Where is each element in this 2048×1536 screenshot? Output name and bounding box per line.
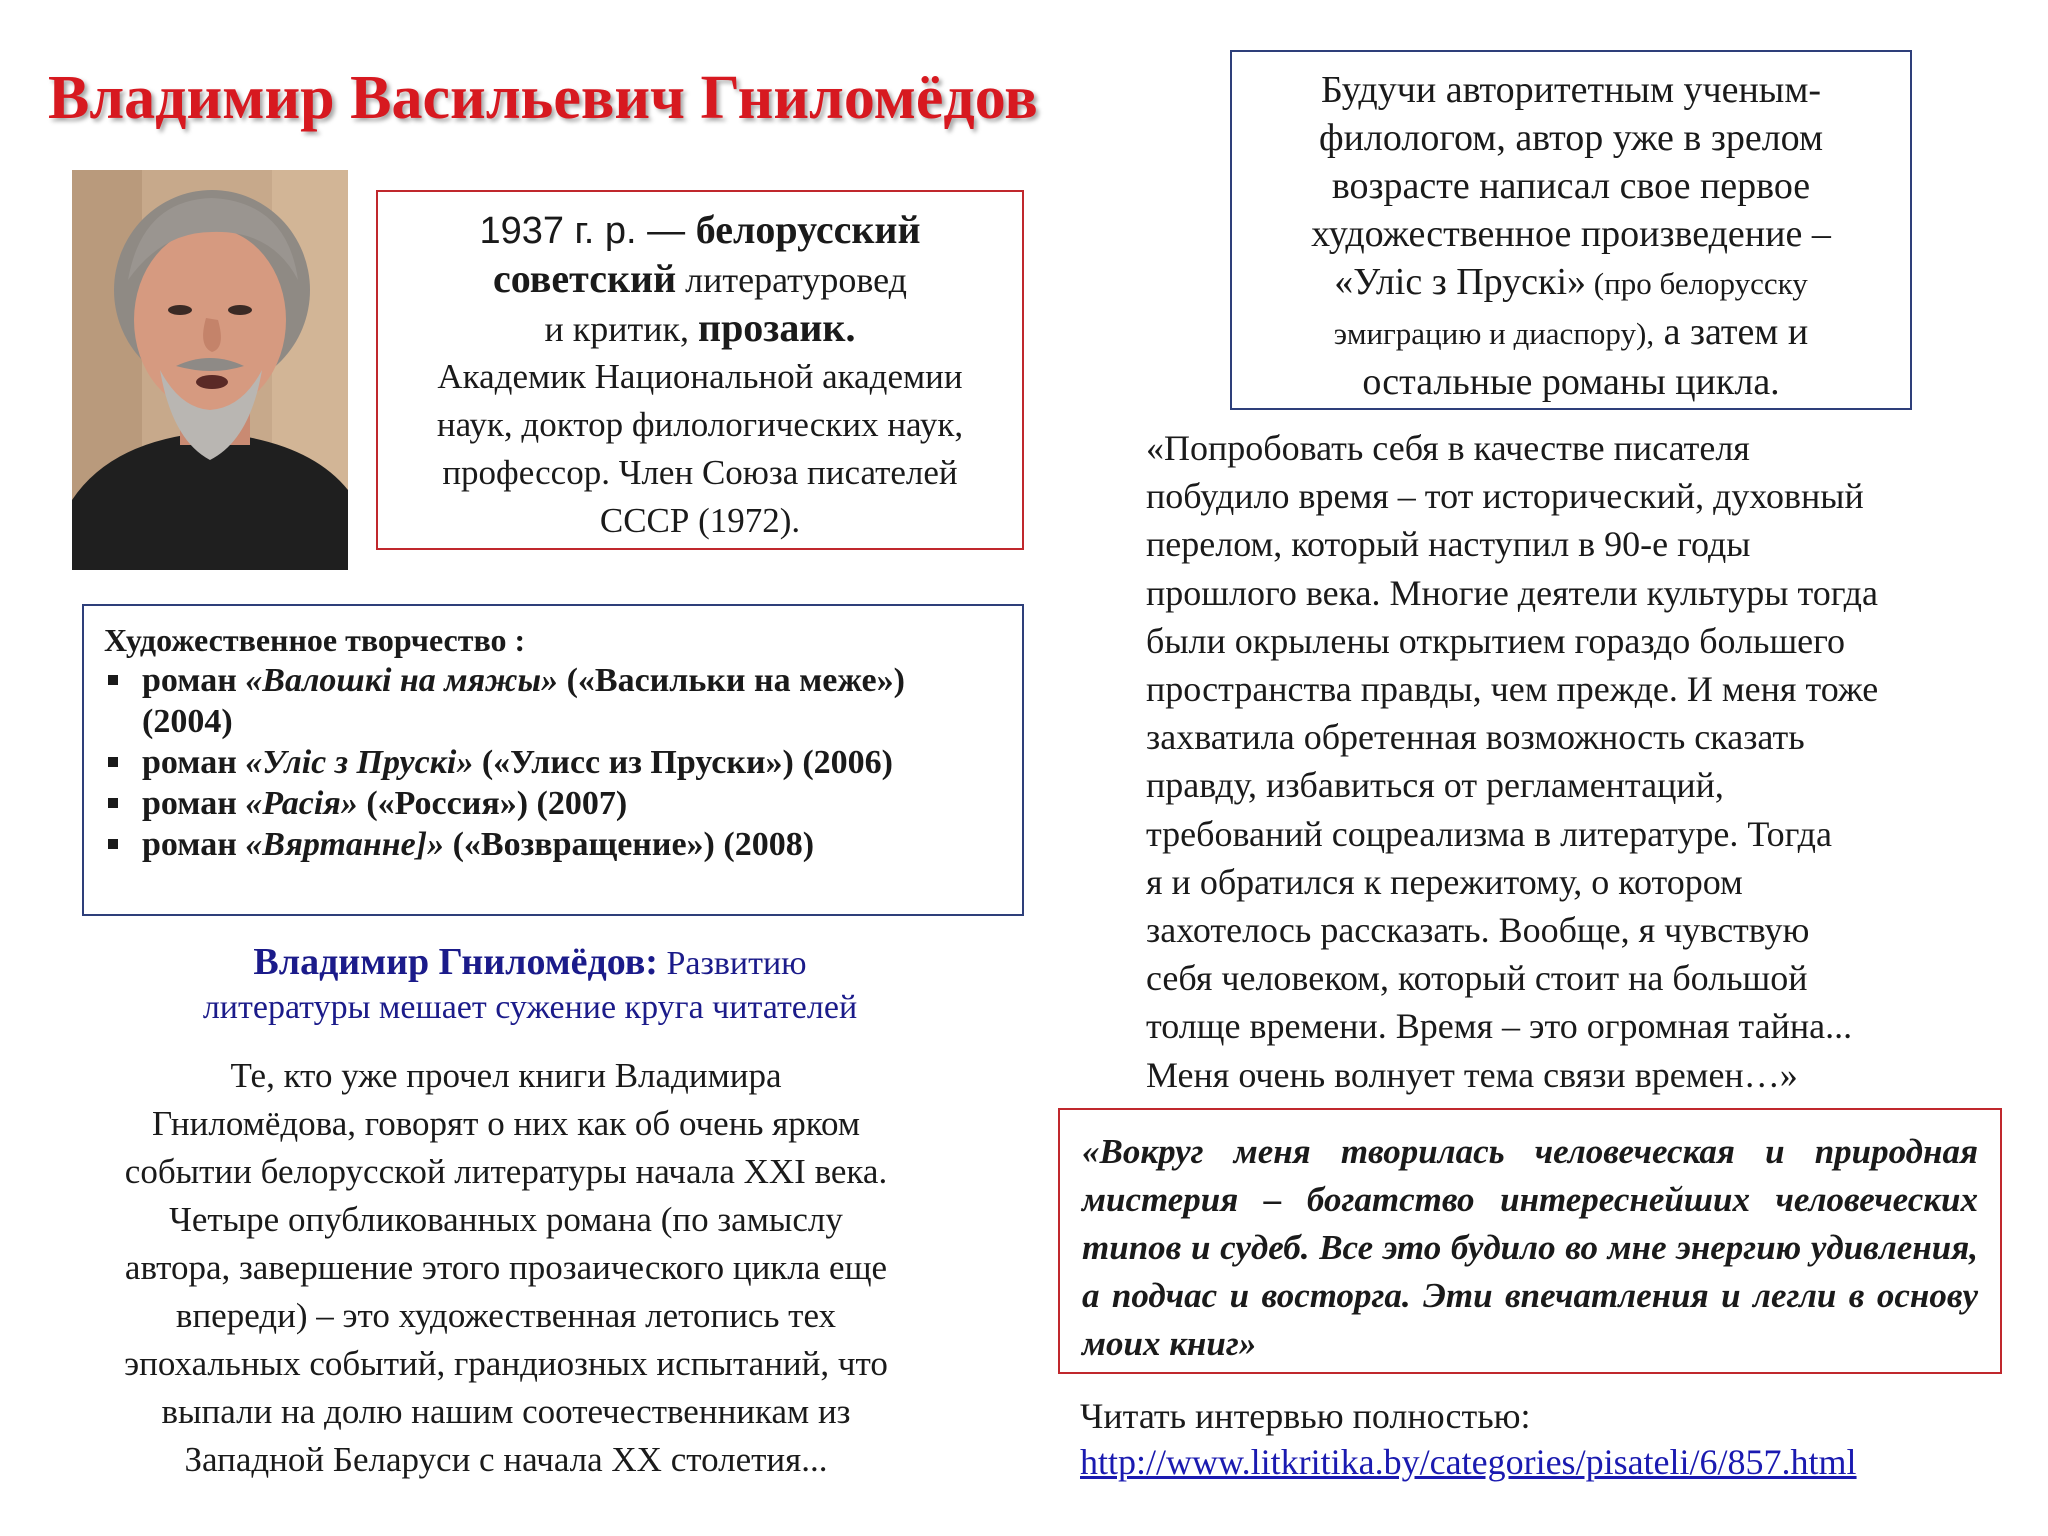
works-item: роман «Уліс з Прускі» («Улисс из Пруски») (2006) bbox=[104, 742, 1002, 783]
quote-line: побудило время – тот исторический, духовный bbox=[1146, 476, 1864, 517]
author-portrait bbox=[72, 170, 348, 570]
quote-line: правду, избавиться от регламентаций, bbox=[1146, 765, 1724, 806]
highlight-quote-box: «Вокруг меня творилась человеческая и природная мистерия – богатство интереснейших человеческих типов и судеб. Все это будило во мне энергию удивления, а подчас и восторга. Эти впечатления и легли в основу моих книг» bbox=[1058, 1108, 2002, 1374]
quote-line: требований соцреализма в литературе. Тогда bbox=[1146, 813, 1832, 854]
interview-subtitle-1: Развитию bbox=[657, 945, 807, 982]
quote-line: себя человеком, который стоит на большой bbox=[1146, 958, 1808, 999]
interview-name: Владимир Гниломёдов: bbox=[253, 941, 658, 983]
summary-line: филологом, автор уже в зрелом bbox=[1318, 117, 1824, 159]
bio-line-3: и критик, прозаик. bbox=[544, 305, 856, 350]
bullet-icon bbox=[108, 798, 118, 808]
description-line: Западной Беларуси с начала XX столетия... bbox=[184, 1440, 828, 1479]
description-line: впереди) – это художественная летопись тех bbox=[175, 1296, 837, 1335]
summary-line: остальные романы цикла. bbox=[1362, 361, 1780, 403]
quote-line: толще времени. Время – это огромная тайна... bbox=[1146, 1006, 1853, 1047]
description-line: автора, завершение этого прозаического цикла еще bbox=[124, 1248, 888, 1287]
quote-line: захватила обретенная возможность сказать bbox=[1146, 717, 1805, 758]
works-item: роман «Валошкі на мяжы» («Васильки на меже») (2004) bbox=[104, 660, 1002, 742]
interview-title bbox=[100, 940, 960, 1030]
summary-line: возрасте написал свое первое bbox=[1331, 165, 1811, 207]
interview-link[interactable]: http://www.litkritika.by/categories/pisateli/6/857.html bbox=[1080, 1442, 1857, 1482]
quote-line: прошлого века. Многие деятели культуры тогда bbox=[1146, 572, 1878, 613]
description-line: Те, кто уже прочел книги Владимира bbox=[230, 1056, 782, 1095]
description-line: выпали на долю нашим соотечественникам из bbox=[161, 1392, 851, 1431]
description-line: событии белорусской литературы начала XXI века. bbox=[124, 1152, 888, 1191]
summary-box bbox=[1230, 50, 1912, 410]
summary-line: художественное произведение – bbox=[1311, 213, 1831, 255]
description-line: Гниломёдова, говорят о них как об очень ярком bbox=[152, 1104, 860, 1143]
bio-line-5: наук, доктор филологических наук, bbox=[436, 405, 964, 444]
quote-line: пространства правды, чем прежде. И меня тоже bbox=[1146, 669, 1879, 710]
description-line: Четыре опубликованных романа (по замыслу bbox=[169, 1200, 843, 1239]
bio-box bbox=[376, 190, 1024, 550]
summary-line: эмиграцию и диаспору), а затем и bbox=[1333, 311, 1809, 353]
works-heading: Художественное творчество : bbox=[104, 622, 526, 658]
interview-subtitle-2: литературы мешает сужение круга читателей bbox=[202, 989, 858, 1026]
bio-line-1: 1937 г. р. — белорусский bbox=[479, 207, 921, 252]
quote-line: были окрылены открытием гораздо большего bbox=[1146, 620, 1846, 661]
works-list bbox=[104, 660, 1002, 865]
works-item: роман «Вяртанне]» («Возвращение») (2008) bbox=[104, 824, 1002, 865]
bio-line-7: СССР (1972). bbox=[599, 501, 801, 540]
bio-line-4: Академик Национальной академии bbox=[437, 357, 963, 396]
quote-line: перелом, который наступил в 90-е годы bbox=[1146, 524, 1751, 565]
description-paragraph bbox=[56, 1052, 956, 1484]
bio-line-6: профессор. Член Союза писателей bbox=[442, 453, 958, 492]
summary-line: Будучи авторитетным ученым- bbox=[1320, 69, 1822, 111]
quote-line: я и обратился к пережитому, о котором bbox=[1146, 861, 1743, 902]
quote-line: «Попробовать себя в качестве писателя bbox=[1146, 428, 1750, 468]
bullet-icon bbox=[108, 839, 118, 849]
read-interview-label: Читать интервью полностью: bbox=[1080, 1396, 1531, 1436]
bio-line-2: советский литературовед bbox=[492, 256, 907, 301]
quote-line: захотелось рассказать. Вообще, я чувствую bbox=[1146, 910, 1810, 951]
quote-line: Меня очень волнует тема связи времен…» bbox=[1146, 1054, 1798, 1095]
portrait-photo bbox=[72, 170, 348, 570]
bullet-icon bbox=[108, 675, 118, 685]
summary-line: «Уліс з Прускі» (про белорусску bbox=[1334, 261, 1808, 303]
author-quote bbox=[1146, 424, 1976, 1099]
works-item: роман «Расія» («Россия») (2007) bbox=[104, 783, 1002, 824]
page-title: Владимир Васильевич Гниломёдов bbox=[48, 64, 1038, 132]
works-box bbox=[82, 604, 1024, 916]
bullet-icon bbox=[108, 757, 118, 767]
description-line: эпохальных событий, грандиозных испытаний, что bbox=[124, 1344, 888, 1383]
